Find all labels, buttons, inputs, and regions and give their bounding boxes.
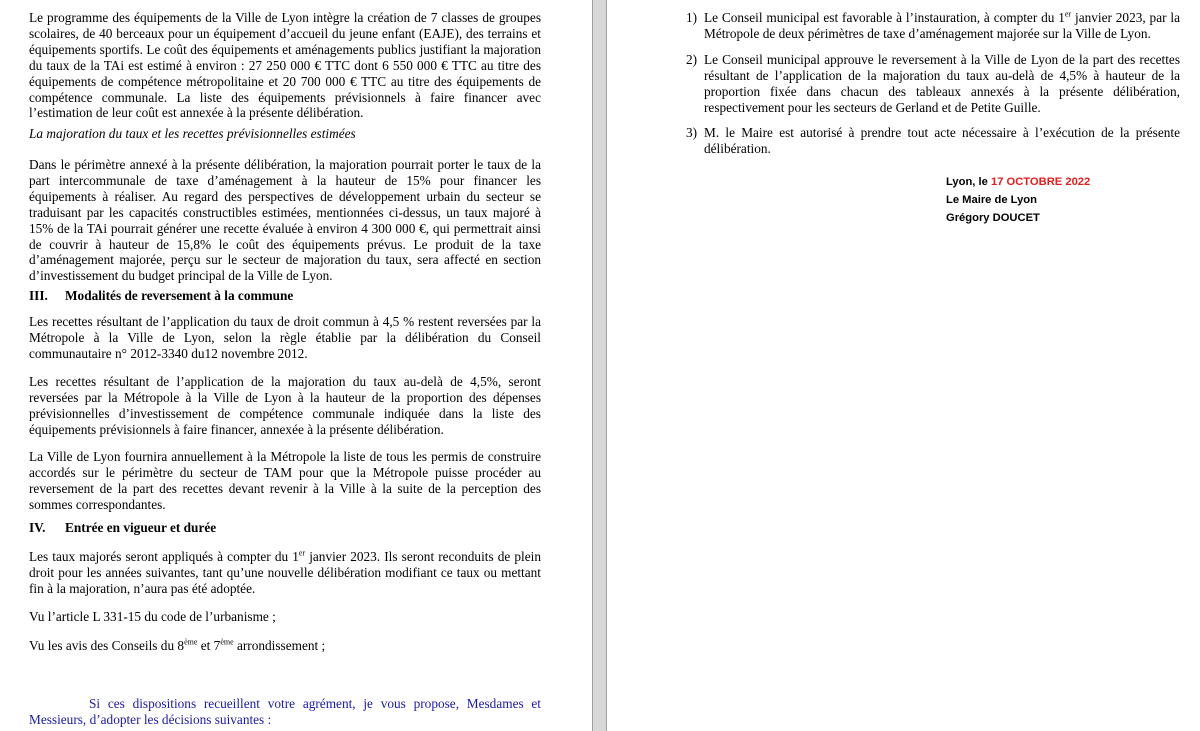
paragraph-permis: La Ville de Lyon fournira annuellement à la Métropole la liste de tous les permis de construire accordés sur le périmètre du secteur de TAM pour que la Métropole puisse procéder au reversement de la part des recettes devant revenir à la Ville à la suite de la perception des sommes correspondantes.	[29, 449, 541, 512]
item-3-number: 3)	[686, 125, 698, 140]
right-page-border	[606, 0, 607, 731]
subheading-majoration: La majoration du taux et les recettes prévisionnelles estimées	[29, 126, 356, 141]
section-4-number: IV.	[29, 520, 46, 535]
vu-avis: Vu les avis des Conseils du 8ème et 7ème arrondissement ;	[29, 637, 326, 653]
section-3-heading	[29, 288, 293, 304]
paragraph-droit-commun: Les recettes résultant de l’application du taux de droit commun à 4,5 % restent reversées par la Métropole à la Ville de Lyon, selon la règle établie par la délibération du Conseil communautaire n° 2012-3340 du12 novembre 2012.	[29, 314, 541, 361]
signature-date: 17 OCTOBRE 2022	[990, 176, 1091, 188]
item-2-number: 2)	[686, 52, 698, 67]
decision-item-3: M. le Maire est autorisé à prendre tout acte nécessaire à l’exécution de la présente délibération.	[704, 125, 1180, 156]
decision-item-2: Le Conseil municipal approuve le reversement à la Ville de Lyon de la part des recettes résultant de l’application de la majoration du taux au-delà de 4,5% à hauteur de la proportion fixée dans chacun des tableaux annexés à la présente délibération, respectivement pour les secteurs de Gerland et de Petite Guille.	[704, 52, 1180, 115]
left-page	[0, 0, 592, 731]
paragraph-majoration: Dans le périmètre annexé à la présente délibération, la majoration pourrait porter le taux de la part intercommunale de taxe d’aménagement à la hauteur de 15% pour financer les équipements à réaliser. Au regard des perspectives de développement urbain du secteur se traduisant par les capacités constructibles estimées, mentionnées ci-dessus, un taux majoré à 15% de la TAi pourrait générer une recette évaluée à environ 4 300 000 €, qui permettrait ainsi de couvrir à hauteur de 15,8% le coût des équipements prévus. Le produit de la taxe d’aménagement majorée, perçu sur le secteur de majoration du taux, sera affecté en section d’investissement du budget principal de la Ville de Lyon.	[29, 157, 541, 284]
item-1-number: 1)	[686, 10, 698, 25]
signature-name: Grégory DOUCET	[946, 212, 1040, 224]
paragraph-equipements: Le programme des équipements de la Ville de Lyon intègre la création de 7 classes de groupes scolaires, de 40 berceaux pour un équipement d’accueil du jeune enfant (EAJE), des terrains et équipements sportifs. Le coût des équipements et aménagements publics justifiant la majoration du taux de la TAi est estimé à environ : 27 250 000 € TTC dont 6 550 000 € TTC au titre des équipements de compétence métropolitaine et 20 700 000 € TTC au titre des équipements de compétence communale. La liste des équipements prévisionnels à faire financer avec l’estimation de leur coût est annexée à la présente délibération.	[29, 10, 541, 121]
closing-proposal: Si ces dispositions recueillent votre agrément, je vous propose, Mesdames et Messieurs, d’adopter les décisions suivantes :	[29, 696, 541, 727]
decision-item-1: Le Conseil municipal est favorable à l’instauration, à compter du 1er janvier 2023, par la Métropole de deux périmètres de taxe d’aménagement majorée sur la Ville de Lyon.	[704, 9, 1180, 41]
signature-role: Le Maire de Lyon	[946, 194, 1037, 206]
section-3-title: Modalités de reversement à la commune	[65, 288, 294, 303]
signature-date-line: Lyon, le 17 OCTOBRE 2022	[946, 176, 1091, 188]
paragraph-reversement: Les recettes résultant de l’application de la majoration du taux au-delà de 4,5%, seront reversées par la Métropole à la Ville de Lyon à la hauteur de la proportion des dépenses prévisionnelles d’investissement de compétence communale indiquée dans la liste des équipements prévisionnels à faire financer, annexée à la présente délibération.	[29, 374, 541, 437]
section-3-number: III.	[29, 288, 48, 303]
section-4-title: Entrée en vigueur et durée	[65, 520, 217, 535]
vu-article: Vu l’article L 331-15 du code de l’urbanisme ;	[29, 609, 276, 624]
paragraph-entree-vigueur: Les taux majorés seront appliqués à compter du 1er janvier 2023. Ils seront reconduits de plein droit pour les années suivantes, tant qu’une nouvelle délibération modifiant ce taux ou mettant fin à la majoration, n’aura pas été adoptée.	[29, 548, 541, 596]
section-4-heading	[29, 520, 216, 536]
page-gutter	[592, 0, 607, 731]
left-page-border	[592, 0, 593, 731]
